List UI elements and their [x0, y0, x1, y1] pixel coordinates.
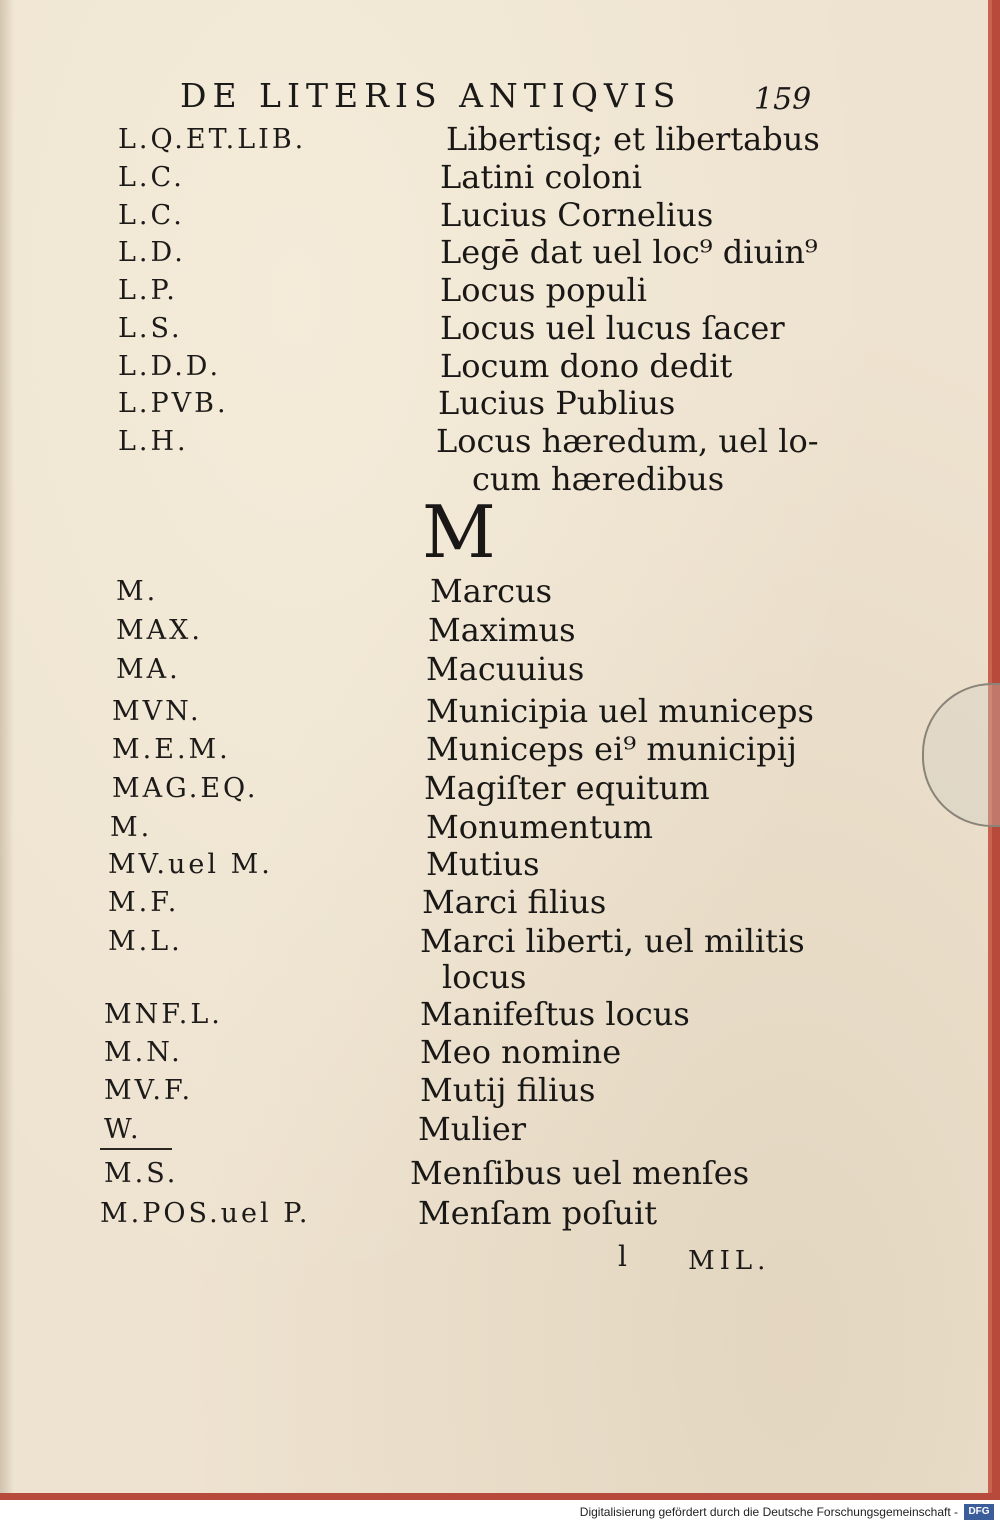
page-number: 159 — [754, 82, 812, 117]
entry-expansion: Marci filius — [422, 883, 607, 921]
entry-expansion: Mutij filius — [420, 1071, 596, 1109]
entry-expansion: locus — [442, 958, 527, 996]
footer-bar — [0, 1500, 1000, 1525]
entry-abbreviation: M.E.M. — [112, 734, 231, 765]
entry-expansion: Meo nomine — [420, 1033, 622, 1071]
entry-abbreviation: M. — [110, 812, 153, 843]
entry-abbreviation: M.N. — [104, 1037, 183, 1068]
entry-abbreviation: L.D. — [118, 237, 186, 268]
entry-expansion: Maximus — [428, 611, 576, 649]
footer-credit: Digitalisierung gefördert durch die Deutsche Forschungsgemeinschaft - — [579, 1505, 958, 1519]
entry-expansion: Menſam poſuit — [418, 1194, 658, 1232]
entry-expansion: Mutius — [426, 845, 540, 883]
entry-abbreviation: MAX. — [116, 615, 203, 646]
entry-expansion: Municipia uel municeps — [426, 692, 814, 730]
entry-expansion: Lucius Publius — [438, 384, 676, 422]
entry-expansion: Macuuius — [426, 650, 585, 688]
page-gutter-shadow — [0, 0, 14, 1493]
entry-abbreviation: W. — [104, 1114, 142, 1145]
entry-expansion: Locus populi — [440, 271, 647, 309]
entry-abbreviation: L.C. — [118, 162, 185, 193]
entry-expansion: Latini coloni — [440, 158, 642, 196]
dfg-logo: DFG — [964, 1504, 994, 1520]
entry-expansion: Legē dat uel loc⁹ diuin⁹ — [440, 233, 818, 271]
entry-abbreviation: L.D.D. — [118, 351, 222, 382]
entry-expansion: Lucius Cornelius — [440, 196, 714, 234]
catchword: MIL. — [688, 1246, 771, 1276]
entry-abbreviation: MNF.L. — [104, 999, 223, 1030]
entry-abbreviation: MV.uel M. — [108, 849, 273, 880]
entry-abbreviation: L.S. — [118, 313, 183, 344]
entry-expansion: Municeps ei⁹ municipij — [426, 730, 797, 768]
entry-abbreviation: MV.F. — [104, 1075, 194, 1106]
entry-abbreviation: M.F. — [108, 887, 180, 918]
entry-expansion: Locus hæredum, uel lo- — [436, 422, 819, 460]
entry-abbreviation: M.L. — [108, 926, 183, 957]
entry-abbreviation: M. — [116, 576, 159, 607]
signature-mark: l — [618, 1240, 627, 1273]
running-head: DE LITERIS ANTIQVIS — [180, 76, 682, 115]
entry-expansion: Locum dono dedit — [440, 347, 733, 385]
entry-expansion: Menſibus uel menſes — [410, 1154, 750, 1192]
entry-abbreviation: L.P. — [118, 275, 178, 306]
entry-abbreviation: MVN. — [112, 696, 202, 727]
entry-expansion: Libertisq; et libertabus — [446, 120, 820, 158]
entry-expansion: Marcus — [430, 572, 553, 610]
entry-abbreviation: L.H. — [118, 426, 189, 457]
underline-mark — [100, 1148, 172, 1150]
entry-abbreviation: M.S. — [104, 1158, 179, 1189]
entry-expansion: Marci liberti, uel militis — [420, 922, 805, 960]
entry-abbreviation: L.PVB. — [118, 388, 229, 419]
entry-expansion: Locus uel lucus ſacer — [440, 309, 785, 347]
entry-expansion: cum hæredibus — [472, 460, 725, 498]
entry-expansion: Magiſter equitum — [424, 769, 710, 807]
entry-abbreviation: M.POS.uel P. — [100, 1198, 311, 1229]
entry-abbreviation: MA. — [116, 654, 181, 685]
section-letter: M — [422, 490, 496, 574]
entry-expansion: Mulier — [418, 1110, 527, 1148]
entry-abbreviation: MAG.EQ. — [112, 773, 259, 804]
entry-expansion: Monumentum — [426, 808, 653, 846]
entry-abbreviation: L.C. — [118, 200, 185, 231]
entry-abbreviation: L.Q.ET.LIB. — [118, 124, 307, 155]
entry-expansion: Manifeſtus locus — [420, 995, 690, 1033]
